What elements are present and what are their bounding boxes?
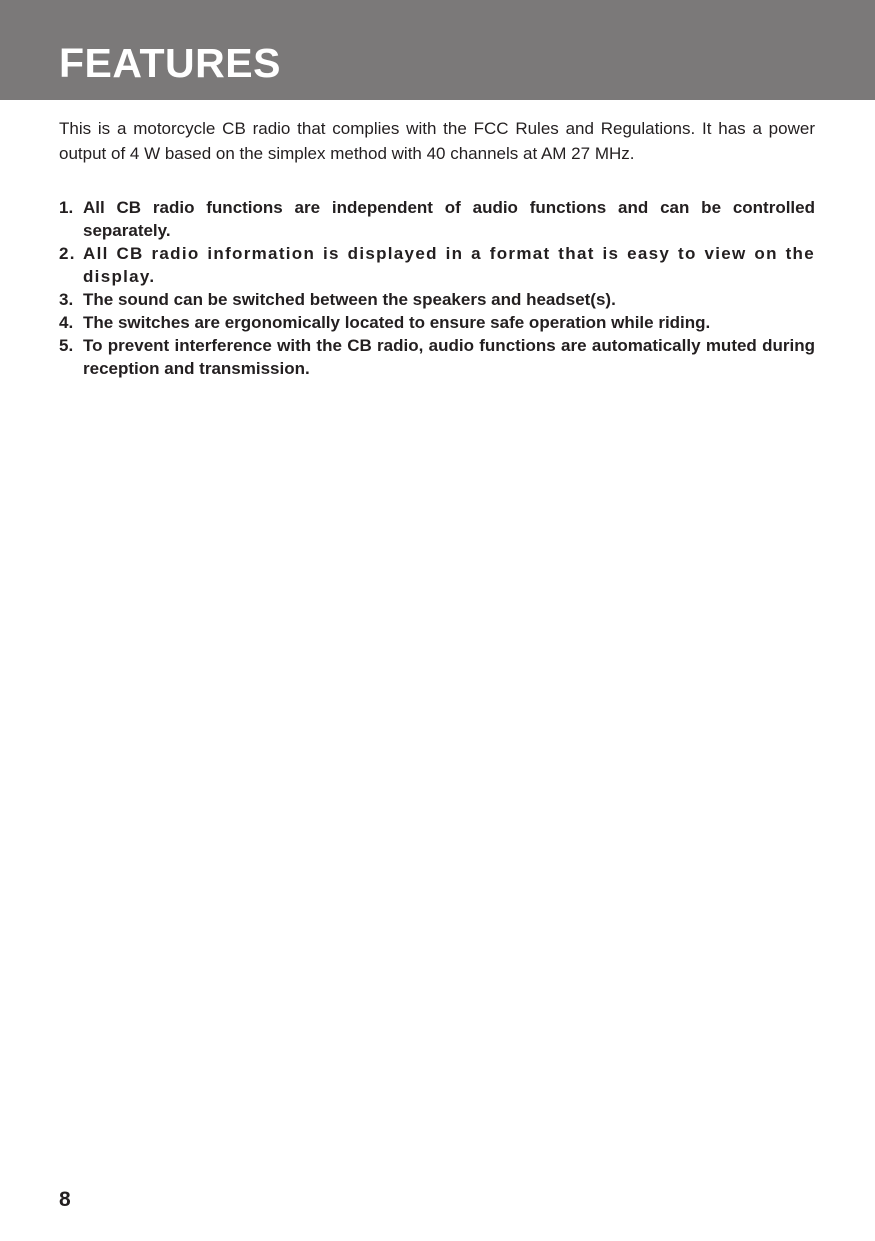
features-list (59, 196, 815, 380)
page-number: 8 (59, 1188, 71, 1211)
feature-text: All CB radio information is displayed in a format that is easy to view on the display. (83, 244, 815, 286)
feature-text: The sound can be switched between the speakers and headset(s). (83, 290, 616, 309)
feature-item-5 (59, 334, 815, 380)
feature-text: All CB radio functions are independent of audio functions and can be controlled separately. (83, 198, 815, 240)
feature-number: 3. (59, 290, 74, 309)
page-title: FEATURES (59, 40, 281, 86)
feature-item-3 (59, 288, 815, 311)
feature-number: 5. (59, 336, 74, 355)
feature-number: 4. (59, 313, 74, 332)
feature-number: 2. (59, 244, 76, 263)
feature-text: To prevent interference with the CB radio, audio functions are automatically muted during reception and transmission. (83, 336, 815, 378)
feature-item-1 (59, 196, 815, 242)
feature-item-4 (59, 311, 815, 334)
header-band (0, 0, 875, 100)
feature-item-2 (59, 242, 815, 288)
feature-number: 1. (59, 198, 74, 217)
intro-paragraph: This is a motorcycle CB radio that complies with the FCC Rules and Regulations. It has a power output of 4 W based on the simplex method with 40 channels at AM 27 MHz. (59, 119, 815, 163)
feature-text: The switches are ergonomically located to ensure safe operation while riding. (83, 313, 711, 332)
